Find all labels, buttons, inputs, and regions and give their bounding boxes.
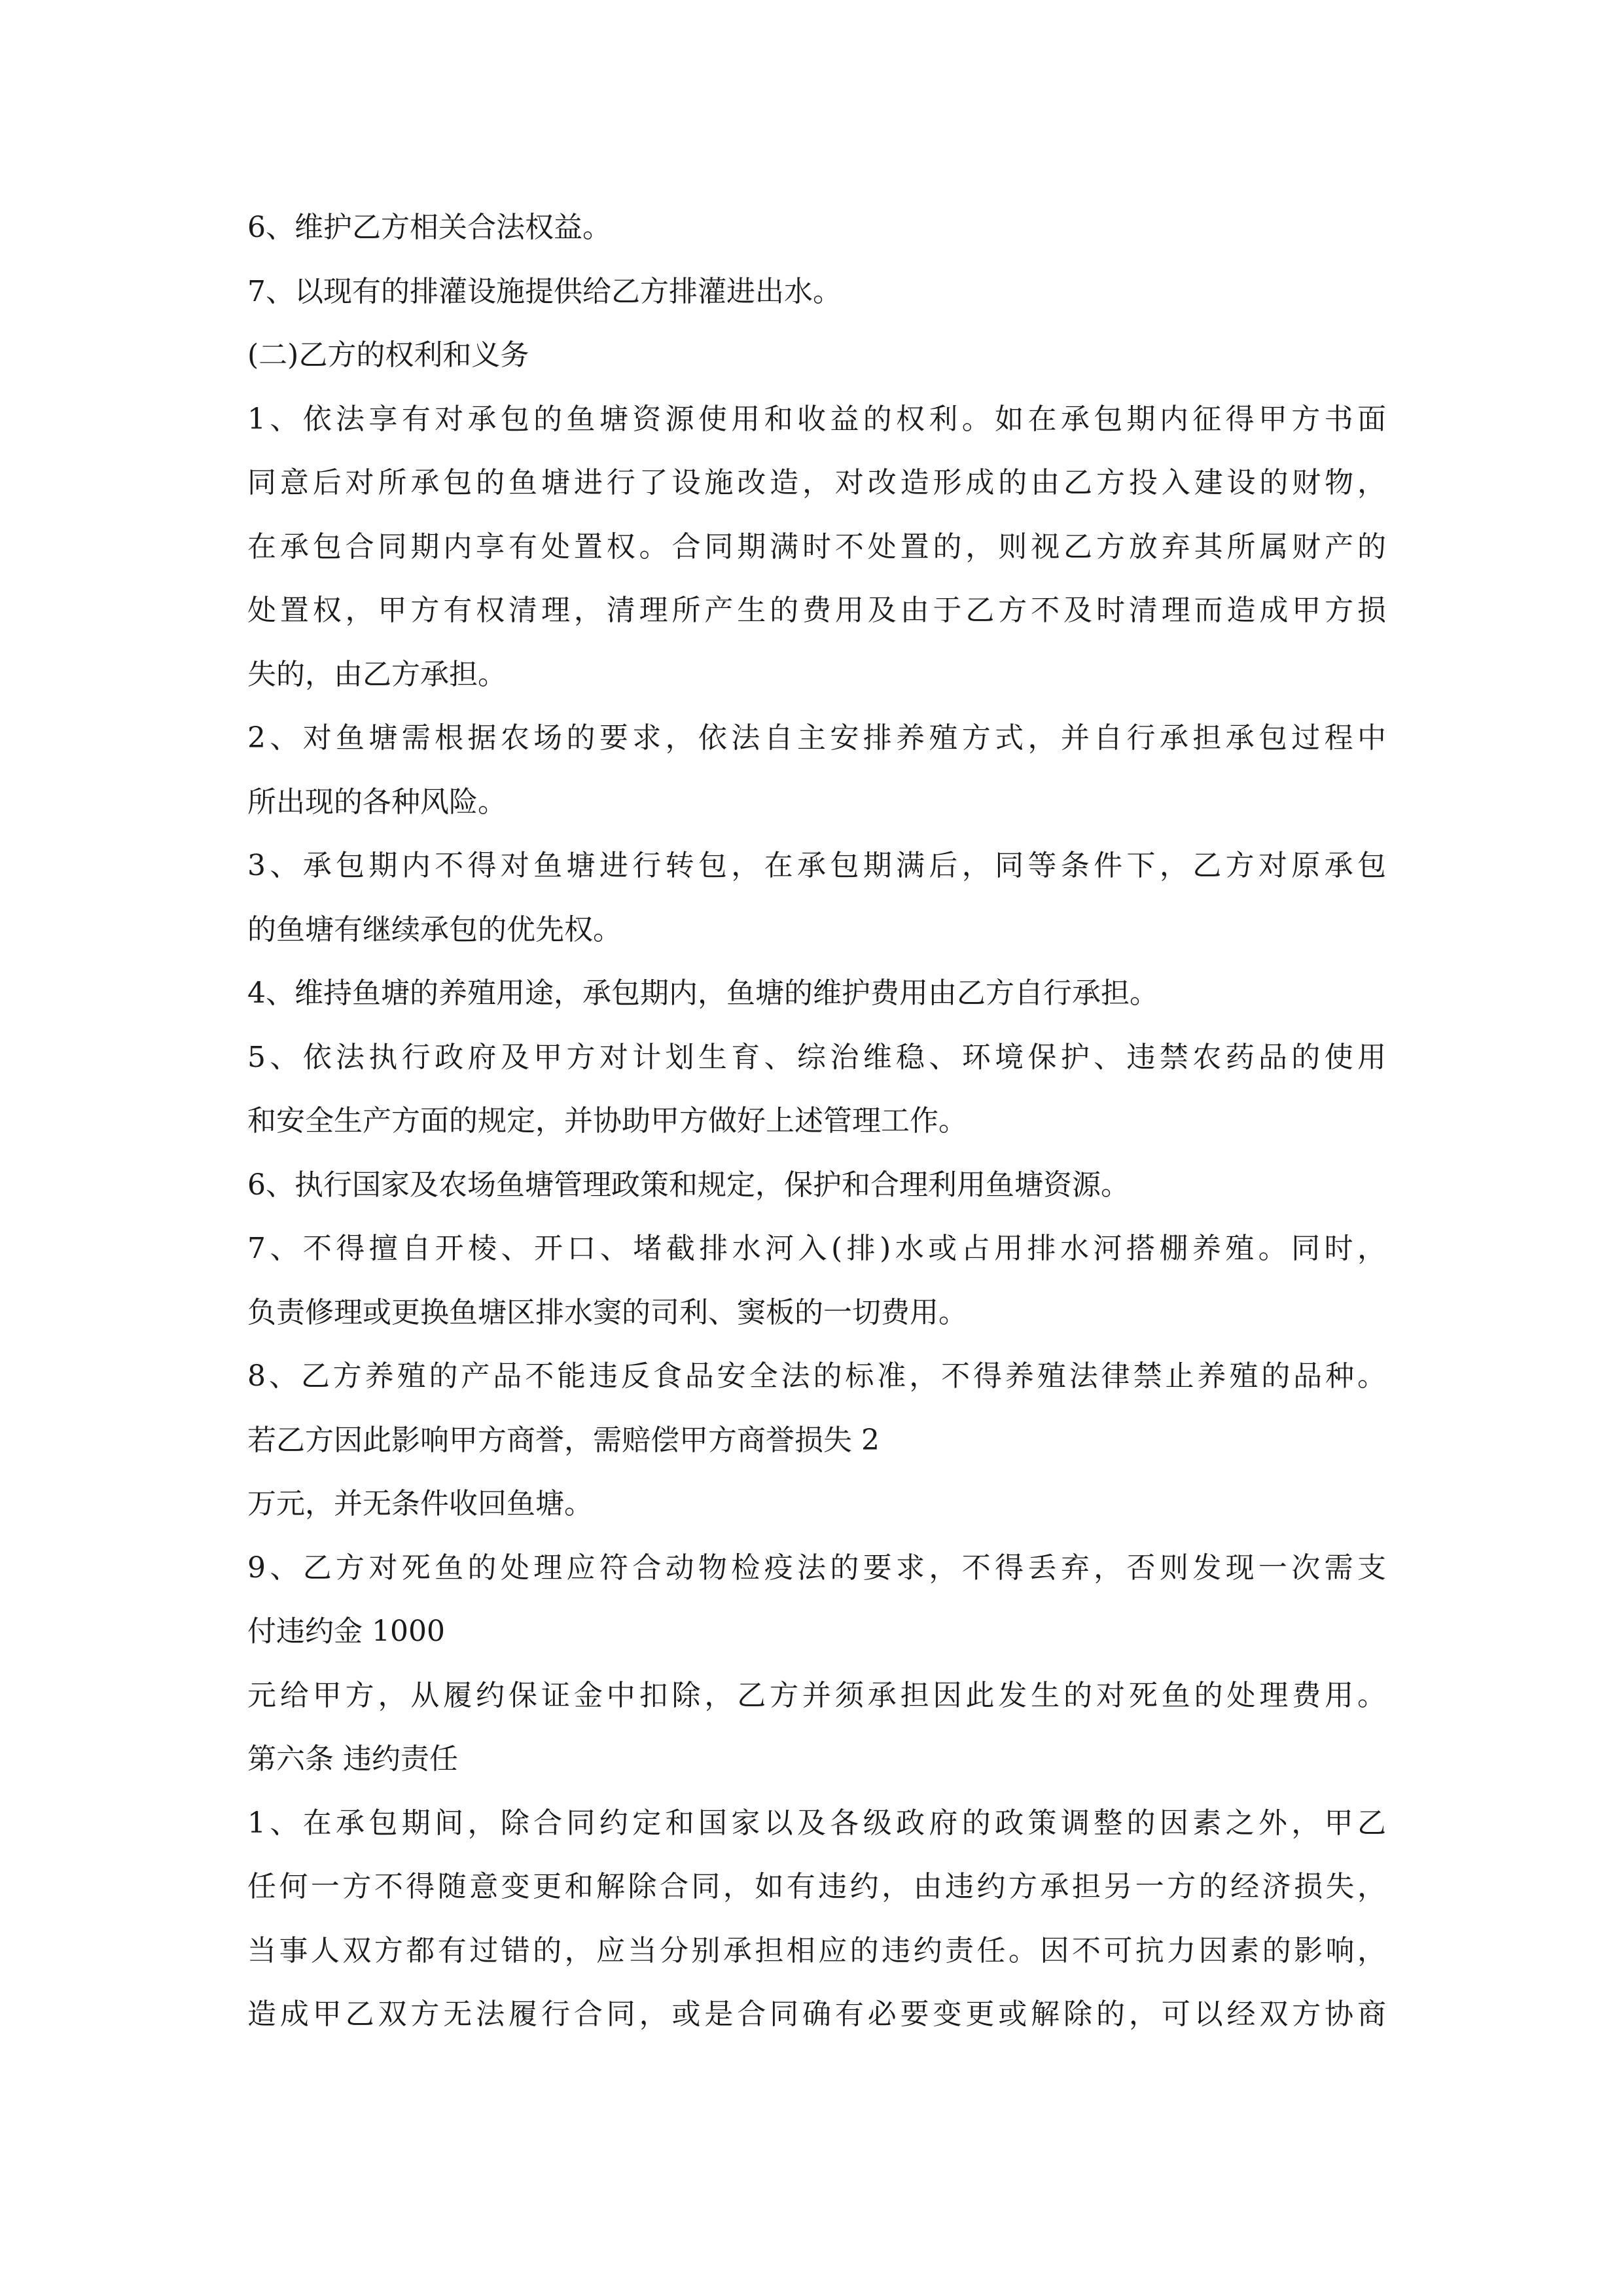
text-line: 8、乙方养殖的产品不能违反食品安全法的标准，不得养殖法律禁止养殖的品种。 — [247, 1359, 1386, 1393]
text-line: 付违约金 1000 — [247, 1615, 445, 1648]
text-line: 在承包合同期内享有处置权。合同期满时不处置的，则视乙方放弃其所属财产的 — [247, 529, 1386, 564]
text-line: 负责修理或更换鱼塘区排水窦的司利、窦板的一切费用。 — [247, 1295, 967, 1329]
text-line: 的鱼塘有继续承包的优先权。 — [247, 912, 622, 946]
text-line: 1、依法享有对承包的鱼塘资源使用和收益的权利。如在承包期内征得甲方书面 — [247, 402, 1386, 436]
section-heading: (二)乙方的权利和义务 — [247, 338, 529, 372]
text-line: 6、维护乙方相关合法权益。 — [247, 211, 611, 244]
text-line: 任何一方不得随意变更和解除合同，如有违约，由违约方承担另一方的经济损失， — [247, 1870, 1386, 1903]
text-line: 5、依法执行政府及甲方对计划生育、综治维稳、环境保护、违禁农药品的使用 — [247, 1040, 1386, 1074]
text-line: 同意后对所承包的鱼塘进行了设施改造，对改造形成的由乙方投入建设的财物， — [247, 466, 1386, 499]
text-line: 万元，并无条件收回鱼塘。 — [247, 1487, 593, 1520]
text-line: 造成甲乙双方无法履行合同，或是合同确有必要变更或解除的，可以经双方协商 — [247, 1998, 1386, 2031]
text-line: 失的，由乙方承担。 — [247, 657, 507, 691]
text-line: 若乙方因此影响甲方商誉，需赔偿甲方商誉损失 2 — [247, 1423, 880, 1457]
text-line: 6、执行国家及农场鱼塘管理政策和规定，保护和合理利用鱼塘资源。 — [247, 1168, 1130, 1202]
section-heading: 第六条 违约责任 — [247, 1742, 458, 1776]
text-line: 7、不得擅自开棱、开口、堵截排水河入(排)水或占用排水河搭棚养殖。同时， — [247, 1232, 1386, 1265]
text-line: 处置权，甲方有权清理，清理所产生的费用及由于乙方不及时清理而造成甲方损 — [247, 594, 1386, 627]
text-line: 4、维持鱼塘的养殖用途，承包期内，鱼塘的维护费用由乙方自行承担。 — [247, 977, 1158, 1010]
text-line: 7、以现有的排灌设施提供给乙方排灌进出水。 — [247, 274, 842, 308]
text-line: 元给甲方，从履约保证金中扣除，乙方并须承担因此发生的对死鱼的处理费用。 — [247, 1678, 1386, 1712]
text-line: 当事人双方都有过错的，应当分别承担相应的违约责任。因不可抗力因素的影响， — [247, 1933, 1386, 1967]
text-line: 9、乙方对死鱼的处理应符合动物检疫法的要求，不得丢弃，否则发现一次需支 — [247, 1551, 1386, 1585]
text-line: 2、对鱼塘需根据农场的要求，依法自主安排养殖方式，并自行承担承包过程中 — [247, 721, 1386, 755]
text-line: 1、在承包期间，除合同约定和国家以及各级政府的政策调整的因素之外，甲乙 — [247, 1806, 1386, 1840]
document-body — [247, 203, 1386, 2054]
text-line: 3、承包期内不得对鱼塘进行转包，在承包期满后，同等条件下，乙方对原承包 — [247, 849, 1386, 882]
text-line: 和安全生产方面的规定，并协助甲方做好上述管理工作。 — [247, 1104, 967, 1138]
text-line: 所出现的各种风险。 — [247, 785, 507, 819]
